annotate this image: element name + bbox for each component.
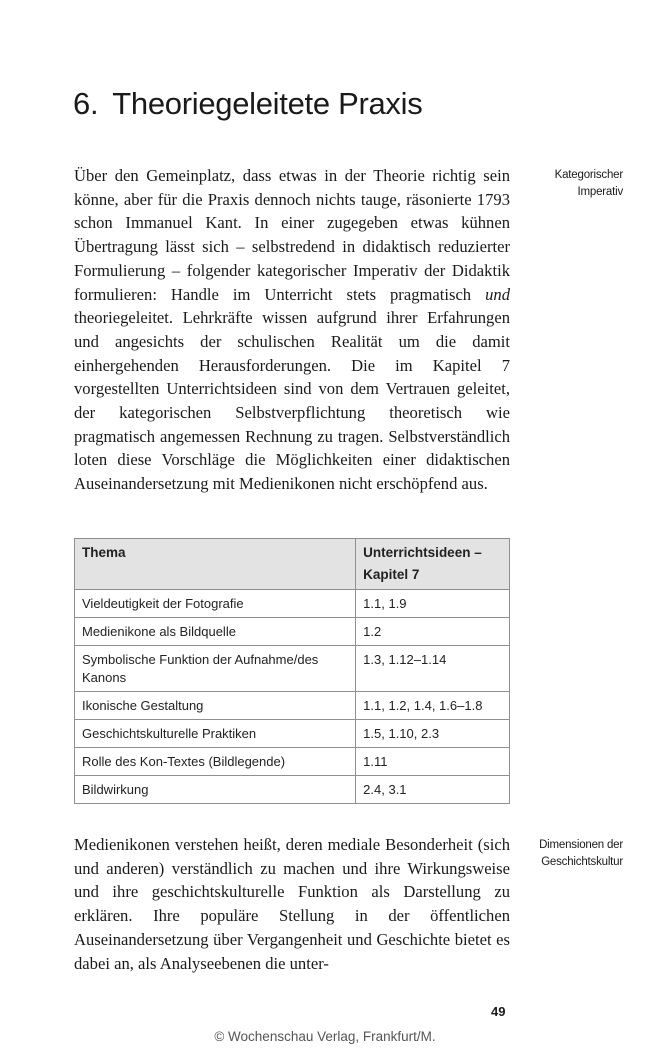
copyright-notice: © Wochenschau Verlag, Frankfurt/M. xyxy=(214,1029,436,1044)
margin-note-categorical-imperative xyxy=(513,167,623,201)
chapter-heading xyxy=(73,86,422,122)
cell-ideas: 1.11 xyxy=(356,748,510,776)
header-lesson-ideas-line-2: Kapitel 7 xyxy=(363,567,420,582)
body-paragraph-2: Medienikonen verstehen heißt, deren mediale Besonderheit (sich und anderen) verständlich zu machen und ihre Wirkungsweise und ihre geschichtskulturelle Funktion als Darstellung zu erklären. Ihre populäre Stellung in der öffentlichen Auseinandersetzung über Vergangenheit und Geschichte bietet es dabei an, als Analyseebenen die unter- xyxy=(74,835,510,973)
page-number: 49 xyxy=(491,1004,506,1019)
paragraph-1-text-a: Über den Gemeinplatz, dass etwas in der Theorie richtig sein könne, aber für die Praxis dennoch nichts tauge, räsonierte 1793 schon Immanuel Kant. In einer zugegeben etwas kühnen Übertragung lässt sich – selbstredend in didaktisch reduzierter Formulierung – folgender kategorischer Imperativ der Didaktik formulieren: Handle im Unterricht stets pragmatisch xyxy=(74,166,510,304)
table-row xyxy=(75,776,510,804)
table-row xyxy=(75,692,510,720)
margin-note-2-line-2: Geschichtskultur xyxy=(541,856,623,868)
table-row xyxy=(75,590,510,618)
cell-topic: Symbolische Funktion der Aufnahme/des Kanons xyxy=(75,646,356,692)
cell-topic: Geschichtskulturelle Praktiken xyxy=(75,720,356,748)
table-row xyxy=(75,720,510,748)
header-lesson-ideas-line-1: Unterrichtsideen – xyxy=(363,545,482,560)
chapter-title: Theoriegeleitete Praxis xyxy=(112,86,423,121)
cell-ideas: 1.1, 1.2, 1.4, 1.6–1.8 xyxy=(356,692,510,720)
cell-ideas: 1.3, 1.12–1.14 xyxy=(356,646,510,692)
table-row xyxy=(75,646,510,692)
cell-ideas: 1.2 xyxy=(356,618,510,646)
header-topic: Thema xyxy=(75,539,356,590)
cell-ideas: 1.5, 1.10, 2.3 xyxy=(356,720,510,748)
paragraph-1-text-b: theoriegeleitet. Lehrkräfte wissen aufgrund ihrer Erfahrungen und angesichts der schulischen Realität um die damit einhergehenden Herausforderungen. Die im Kapitel 7 vorgestellten Unterrichtsideen sind von dem Vertrauen geleitet, der kategorischen Selbstverpflichtung theoretisch wie pragmatisch angemessen Rechnung zu tragen. Selbstverständlich loten diese Vorschläge die Möglichkeiten einer didaktischen Auseinandersetzung mit Medienikonen nicht erschöpfend aus. xyxy=(74,308,510,494)
chapter-number: 6. xyxy=(73,86,99,121)
table-header-row xyxy=(75,539,510,590)
body-paragraph-1 xyxy=(74,164,510,496)
cell-topic: Ikonische Gestaltung xyxy=(75,692,356,720)
topics-table xyxy=(74,538,510,804)
margin-note-1-line-1: Kategorischer xyxy=(554,169,623,181)
margin-note-2-line-1: Dimensionen der xyxy=(539,839,623,851)
margin-note-culture-dimensions xyxy=(513,837,623,871)
cell-topic: Vieldeutigkeit der Fotografie xyxy=(75,590,356,618)
cell-topic: Bildwirkung xyxy=(75,776,356,804)
cell-topic: Rolle des Kon-Textes (Bildlegende) xyxy=(75,748,356,776)
cell-topic: Medienikone als Bildquelle xyxy=(75,618,356,646)
cell-ideas: 1.1, 1.9 xyxy=(356,590,510,618)
header-lesson-ideas xyxy=(356,539,510,590)
margin-note-1-line-2: Imperativ xyxy=(577,186,623,198)
table-row xyxy=(75,618,510,646)
cell-ideas: 2.4, 3.1 xyxy=(356,776,510,804)
paragraph-1-emphasis: und xyxy=(485,284,510,304)
table-row xyxy=(75,748,510,776)
